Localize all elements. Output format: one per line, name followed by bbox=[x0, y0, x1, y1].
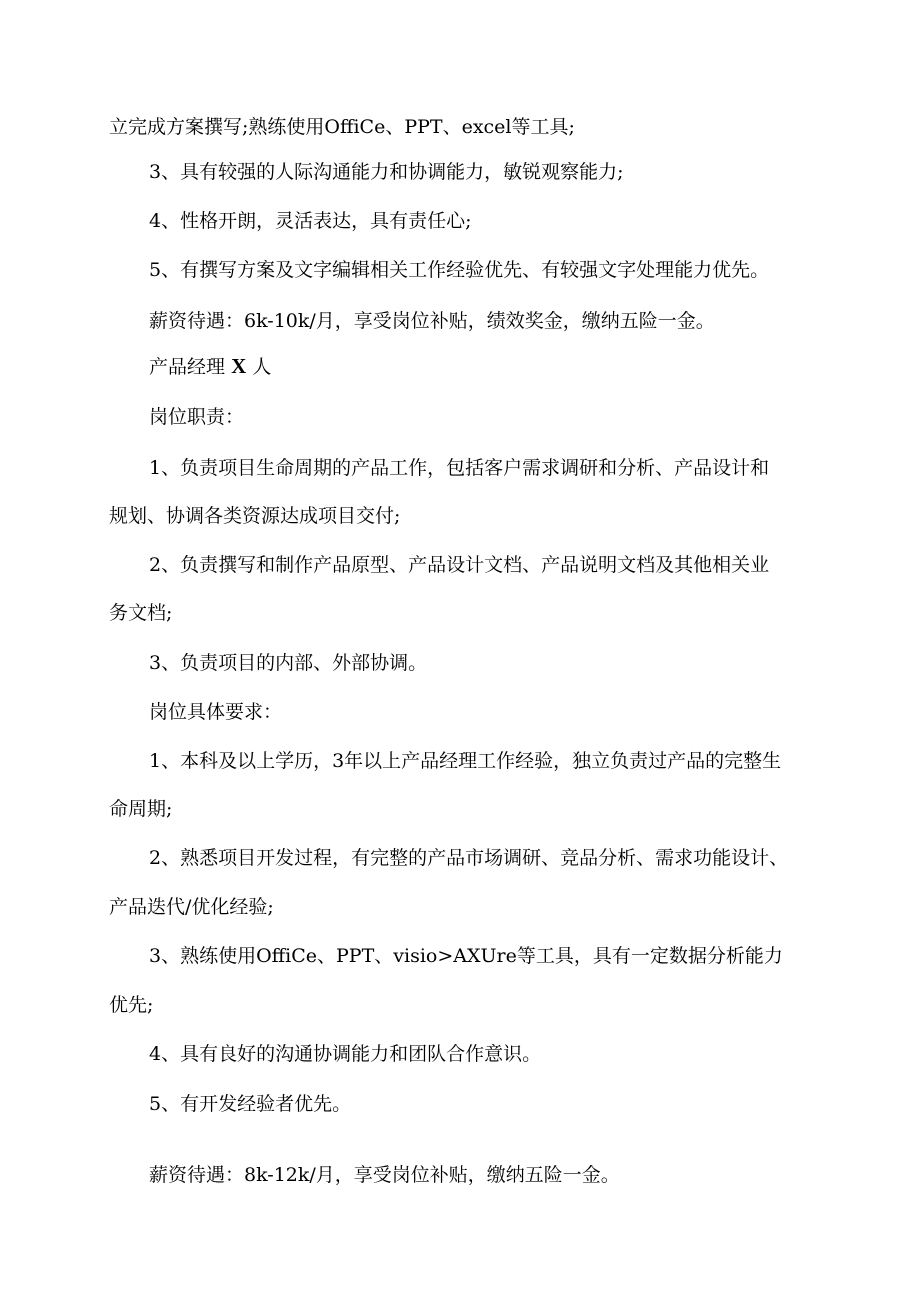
paragraph-line: 5、有撰写方案及文字编辑相关工作经验优先、有较强文字处理能力优先。 bbox=[149, 259, 770, 281]
salary-line: 薪资待遇：8k-12k/月，享受岗位补贴，缴纳五险一金。 bbox=[149, 1164, 620, 1186]
paragraph-line: 产品迭代/优化经验; bbox=[109, 896, 274, 918]
paragraph-line: 1、负责项目生命周期的产品工作，包括客户需求调研和分析、产品设计和 bbox=[149, 457, 770, 479]
position-unit: 人 bbox=[252, 356, 272, 378]
paragraph-line: 规划、协调各类资源达成项目交付; bbox=[109, 505, 401, 527]
section-heading: 岗位具体要求： bbox=[149, 701, 283, 723]
position-count: X bbox=[231, 354, 247, 378]
position-title: 产品经理 bbox=[149, 356, 226, 378]
paragraph-line: 2、负责撰写和制作产品原型、产品设计文档、产品说明文档及其他相关业 bbox=[149, 554, 770, 576]
paragraph-line: 4、性格开朗，灵活表达，具有责任心; bbox=[149, 210, 472, 232]
section-heading: 岗位职责： bbox=[149, 406, 245, 428]
paragraph-line: 务文档; bbox=[109, 602, 173, 624]
salary-line: 薪资待遇：6k-10k/月，享受岗位补贴，绩效奖金，缴纳五险一金。 bbox=[149, 310, 715, 332]
paragraph-line: 优先; bbox=[109, 994, 154, 1016]
paragraph-line: 3、负责项目的内部、外部协调。 bbox=[149, 652, 428, 674]
paragraph-line: 5、有开发经验者优先。 bbox=[149, 1093, 352, 1115]
paragraph-line: 立完成方案撰写;熟练使用OffiCe、PPT、excel等工具; bbox=[109, 116, 575, 138]
paragraph-line: 命周期; bbox=[109, 798, 173, 820]
paragraph-line: 2、熟悉项目开发过程，有完整的产品市场调研、竞品分析、需求功能设计、 bbox=[149, 847, 789, 869]
paragraph-line: 3、具有较强的人际沟通能力和协调能力，敏锐观察能力; bbox=[149, 161, 624, 183]
paragraph-line: 1、本科及以上学历，3年以上产品经理工作经验，独立负责过产品的完整生 bbox=[149, 750, 782, 772]
position-heading bbox=[149, 354, 271, 379]
paragraph-line: 4、具有良好的沟通协调能力和团队合作意识。 bbox=[149, 1043, 542, 1065]
paragraph-line: 3、熟练使用OffiCe、PPT、visio>AXUre等工具，具有一定数据分析能力 bbox=[149, 945, 783, 967]
